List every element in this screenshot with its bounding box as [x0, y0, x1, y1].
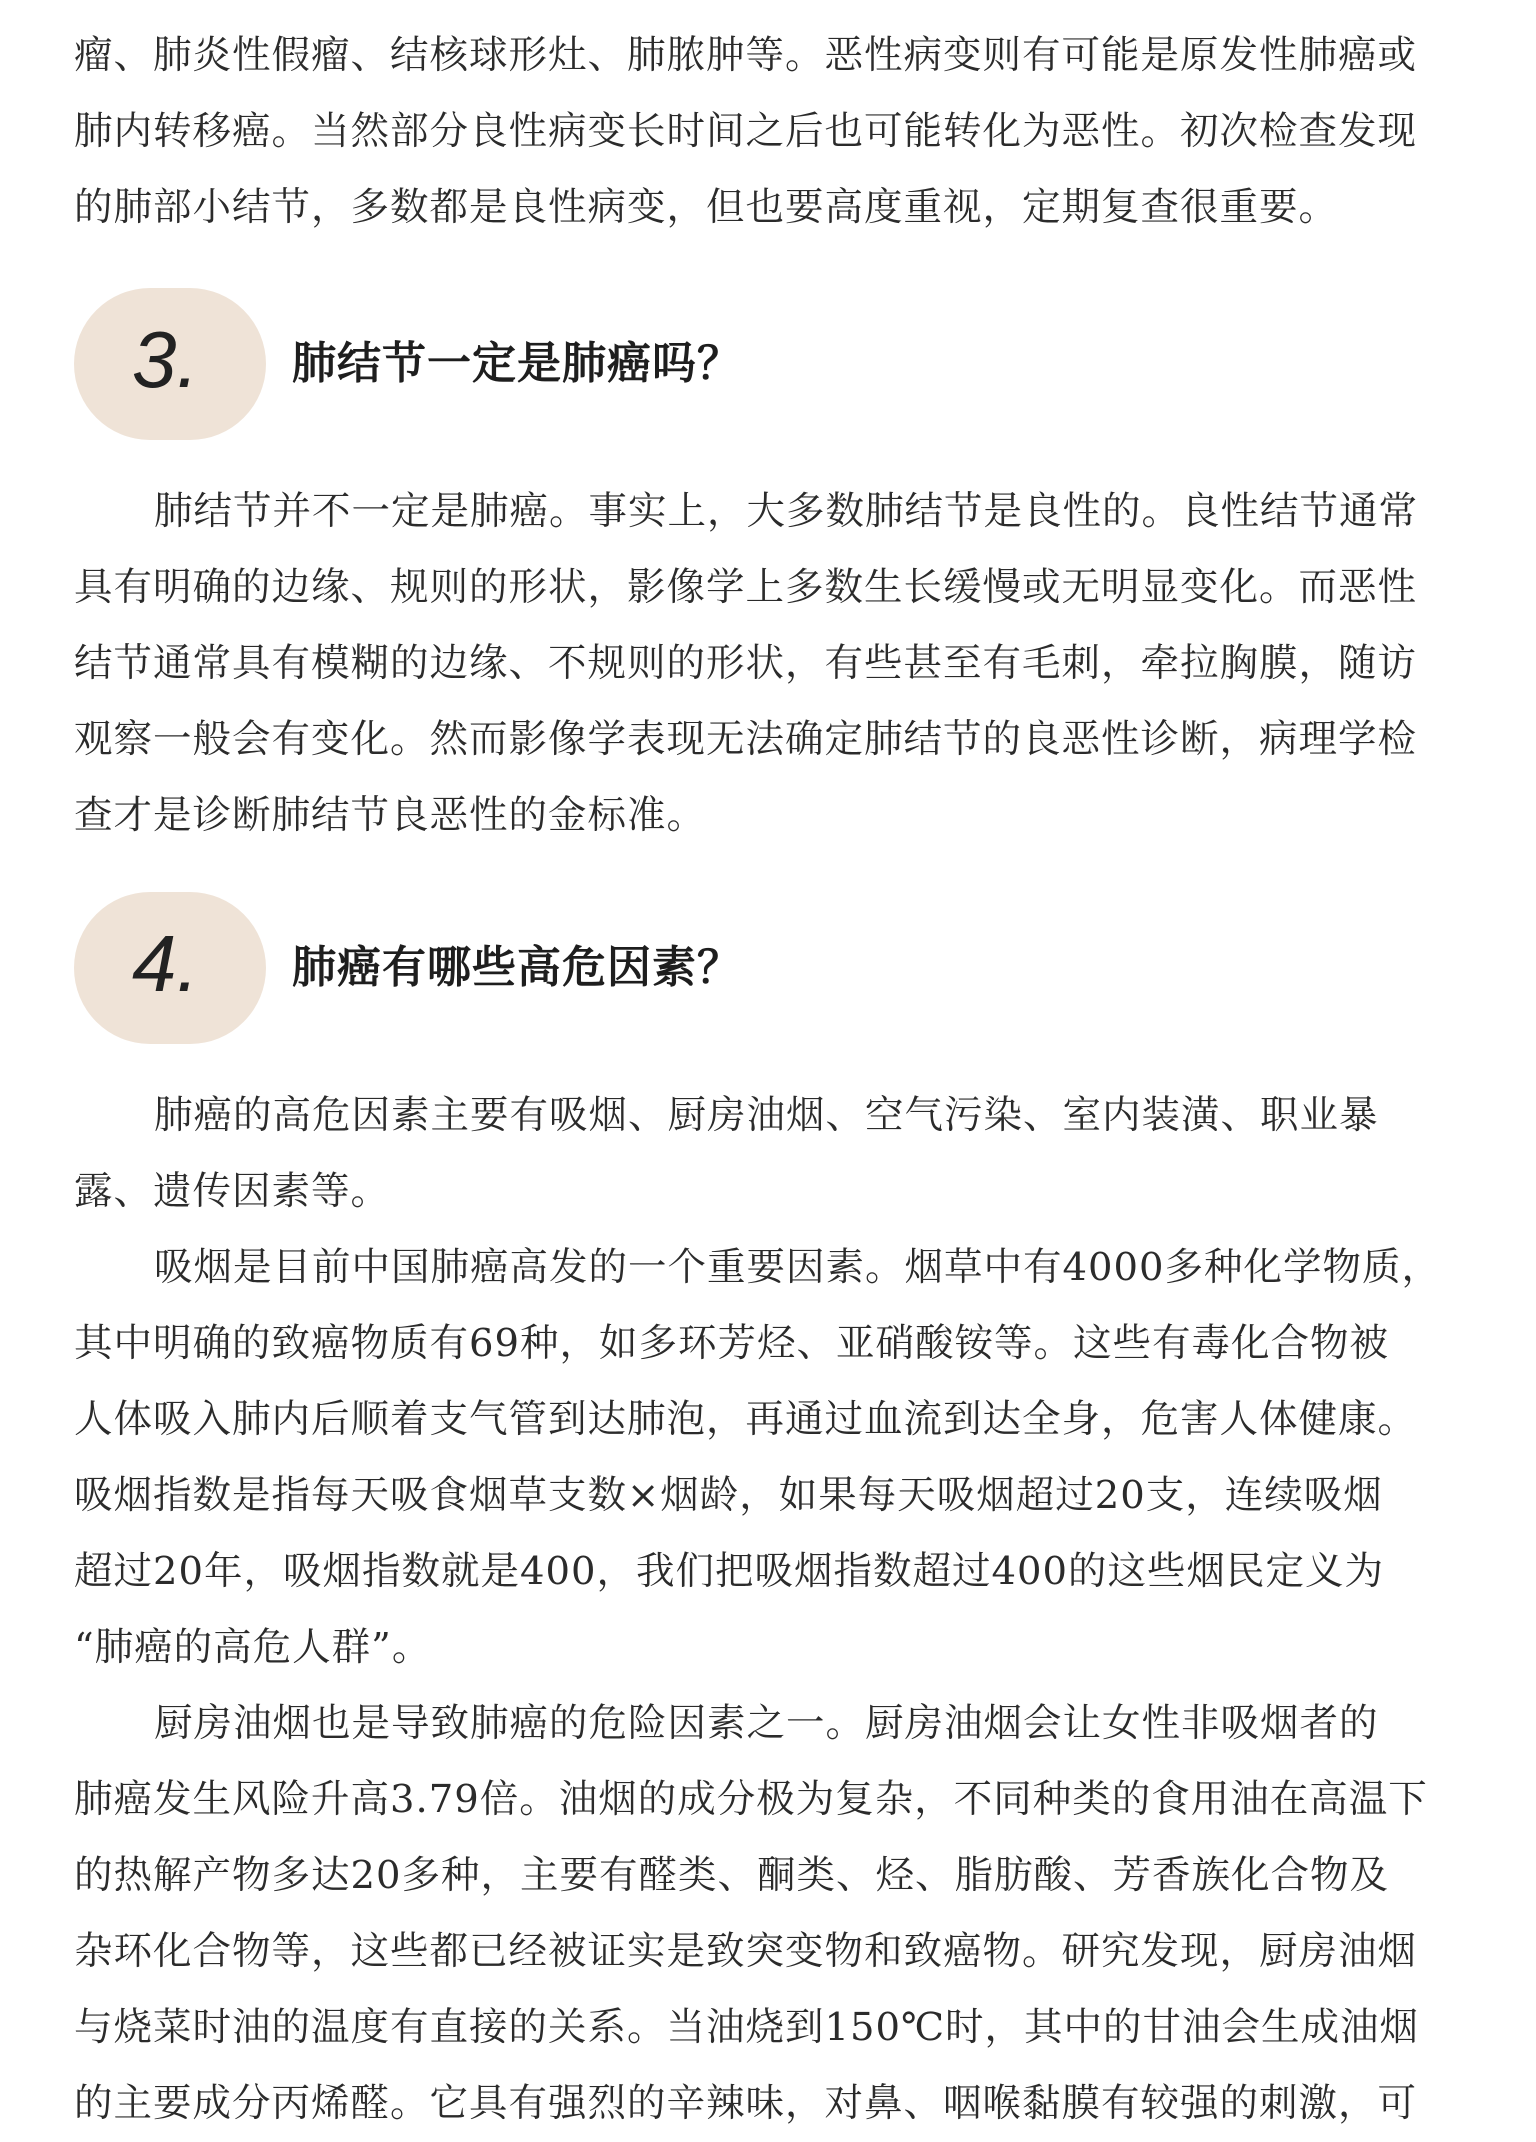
text-line: 观察一般会有变化。然而影像学表现无法确定肺结节的良恶性诊断，病理学检 — [74, 717, 1418, 762]
text-line: 吸烟是目前中国肺癌高发的一个重要因素。烟草中有4000多种化学物质， — [154, 1245, 1441, 1290]
text-line: 露、遗传因素等。 — [74, 1169, 391, 1214]
text-line: 吸烟指数是指每天吸食烟草支数×烟龄，如果每天吸烟超过20支，连续吸烟 — [74, 1473, 1383, 1518]
section-4-paragraph-3 — [74, 1686, 1428, 2142]
section-title: 肺结节一定是肺癌吗？ — [292, 338, 742, 389]
section-4-paragraph-2 — [74, 1230, 1441, 1686]
text-line: 的肺部小结节，多数都是良性病变，但也要高度重视，定期复查很重要。 — [74, 185, 1339, 230]
text-line: 肺内转移癌。当然部分良性病变长时间之后也可能转化为恶性。初次检查发现 — [74, 109, 1418, 154]
text-line: 超过20年，吸烟指数就是400，我们把吸烟指数超过400的这些烟民定义为 — [74, 1549, 1384, 1594]
section-number-badge — [74, 892, 266, 1044]
text-line: 肺癌的高危因素主要有吸烟、厨房油烟、空气污染、室内装潢、职业暴 — [154, 1093, 1379, 1138]
text-line: 结节通常具有模糊的边缘、不规则的形状，有些甚至有毛刺，牵拉胸膜，随访 — [74, 641, 1418, 686]
section-number: 4. — [132, 919, 199, 1008]
text-line: 具有明确的边缘、规则的形状，影像学上多数生长缓慢或无明显变化。而恶性 — [74, 565, 1418, 610]
text-line: 的主要成分丙烯醛。它具有强烈的辛辣味，对鼻、咽喉黏膜有较强的刺激，可 — [74, 2081, 1418, 2126]
text-line: 查才是诊断肺结节良恶性的金标准。 — [74, 793, 707, 838]
section-number-badge — [74, 288, 266, 440]
section-title: 肺癌有哪些高危因素？ — [292, 942, 742, 993]
text-line: 其中明确的致癌物质有69种，如多环芳烃、亚硝酸铵等。这些有毒化合物被 — [74, 1321, 1389, 1366]
intro-paragraph — [74, 18, 1418, 246]
text-line: 与烧菜时油的温度有直接的关系。当油烧到150℃时，其中的甘油会生成油烟 — [74, 2005, 1420, 2050]
section-number: 3. — [132, 315, 199, 404]
text-line: 厨房油烟也是导致肺癌的危险因素之一。厨房油烟会让女性非吸烟者的 — [154, 1701, 1379, 1746]
section-4-heading — [74, 892, 1414, 1044]
section-4-paragraph-1 — [74, 1078, 1414, 1230]
text-line: “肺癌的高危人群”。 — [74, 1625, 432, 1670]
section-3-paragraph — [74, 474, 1419, 854]
text-line: 人体吸入肺内后顺着支气管到达肺泡，再通过血流到达全身，危害人体健康。 — [74, 1397, 1418, 1442]
text-line: 肺癌发生风险升高3.79倍。油烟的成分极为复杂，不同种类的食用油在高温下 — [74, 1777, 1428, 1822]
section-3-heading — [74, 288, 1414, 440]
text-line: 的热解产物多达20多种，主要有醛类、酮类、烃、脂肪酸、芳香族化合物及 — [74, 1853, 1389, 1898]
text-line: 杂环化合物等，这些都已经被证实是致突变物和致癌物。研究发现，厨房油烟 — [74, 1929, 1418, 1974]
text-line: 瘤、肺炎性假瘤、结核球形灶、肺脓肿等。恶性病变则有可能是原发性肺癌或 — [74, 33, 1418, 78]
text-line: 肺结节并不一定是肺癌。事实上，大多数肺结节是良性的。良性结节通常 — [154, 489, 1419, 534]
